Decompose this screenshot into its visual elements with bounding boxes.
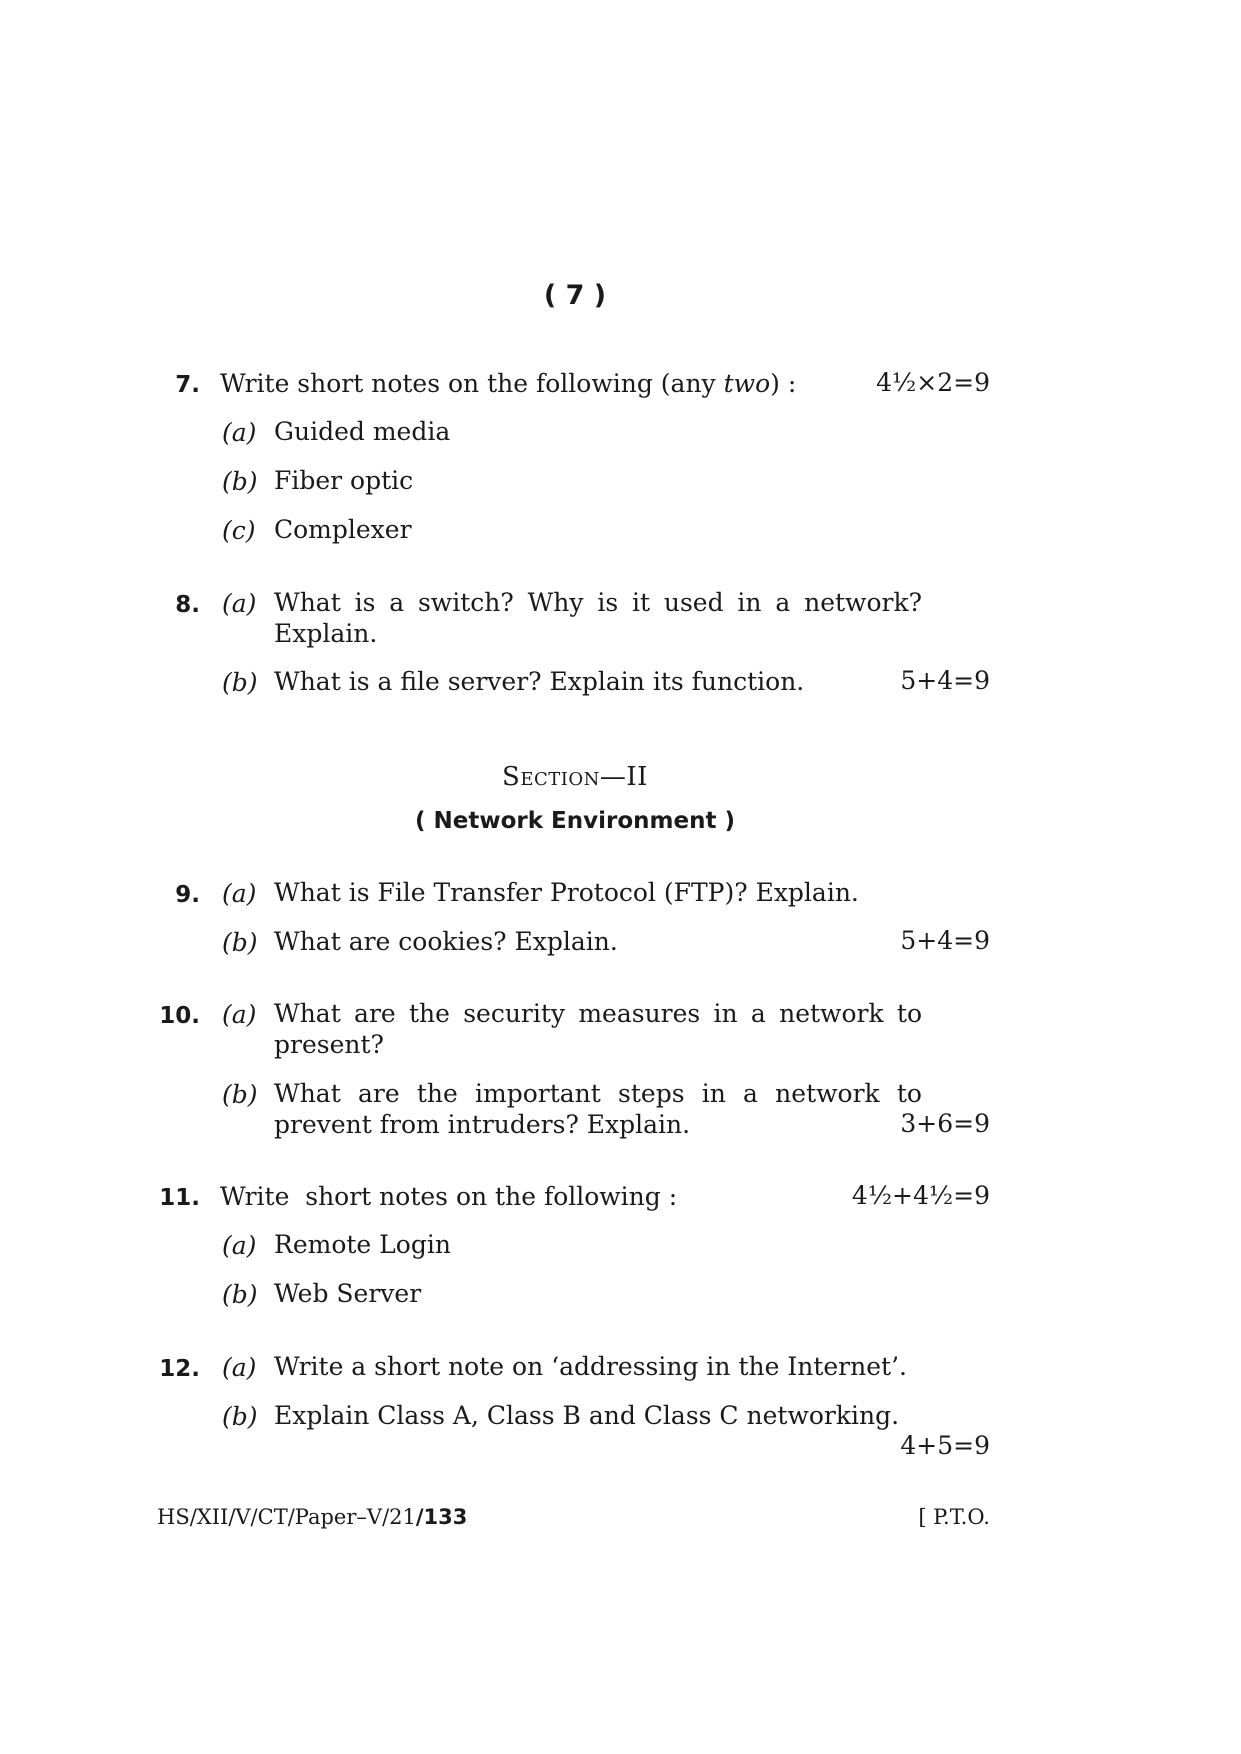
part-label: (a) [222,1353,257,1382]
section-title: Section—II [502,762,648,792]
question-text: Write short notes on the following : [220,1182,678,1211]
question-number: 8. [175,592,200,618]
part-label: (b) [222,1080,258,1109]
part-text: What is a file server? Explain its function. [274,667,805,696]
question-number: 12. [159,1356,200,1382]
question-number: 7. [175,372,200,398]
part-text: What is File Transfer Protocol (FTP)? Explain. [274,878,859,907]
marks: 4½×2=9 [876,368,990,397]
part-label: (a) [222,589,257,618]
part-label: (a) [222,879,257,908]
part-label: (b) [222,668,258,697]
part-text: What are the important steps in a network to [274,1079,922,1108]
marks: 4+5=9 [900,1431,990,1460]
part-text: What are cookies? Explain. [274,927,618,956]
marks: 4½+4½=9 [851,1181,990,1210]
section-subtitle: ( Network Environment ) [415,808,735,834]
paper-code: HS/XII/V/CT/Paper–V/21/133 [157,1505,468,1529]
part-label: (b) [222,928,258,957]
part-label: (b) [222,1280,258,1309]
part-text-continued: Explain. [274,619,378,648]
question-number: 9. [175,882,200,908]
part-text: Write a short note on ‘addressing in the Internet’. [274,1352,907,1381]
part-text: What is a switch? Why is it used in a network? [274,588,922,617]
part-text: Explain Class A, Class B and Class C networking. [274,1401,900,1430]
part-label: (c) [222,516,256,545]
part-text: Web Server [274,1279,422,1308]
part-text-continued: prevent from intruders? Explain. [274,1110,691,1139]
part-text: Complexer [274,515,412,544]
question-text: Write short notes on the following (any two) : [220,369,797,398]
part-label: (b) [222,1402,258,1431]
pto-note: [ P.T.O. [918,1505,990,1529]
part-text: Remote Login [274,1230,451,1259]
page-number: ( 7 ) [543,280,607,311]
part-label: (b) [222,467,258,496]
part-text: Guided media [274,417,451,446]
part-text-continued: present? [274,1030,384,1059]
part-text: What are the security measures in a network to [274,999,922,1028]
marks: 5+4=9 [900,926,990,955]
question-number: 11. [159,1185,200,1211]
part-text: Fiber optic [274,466,414,495]
marks: 5+4=9 [900,666,990,695]
part-label: (a) [222,418,257,447]
question-number: 10. [159,1003,200,1029]
marks: 3+6=9 [900,1109,990,1138]
part-label: (a) [222,1231,257,1260]
part-label: (a) [222,1000,257,1029]
